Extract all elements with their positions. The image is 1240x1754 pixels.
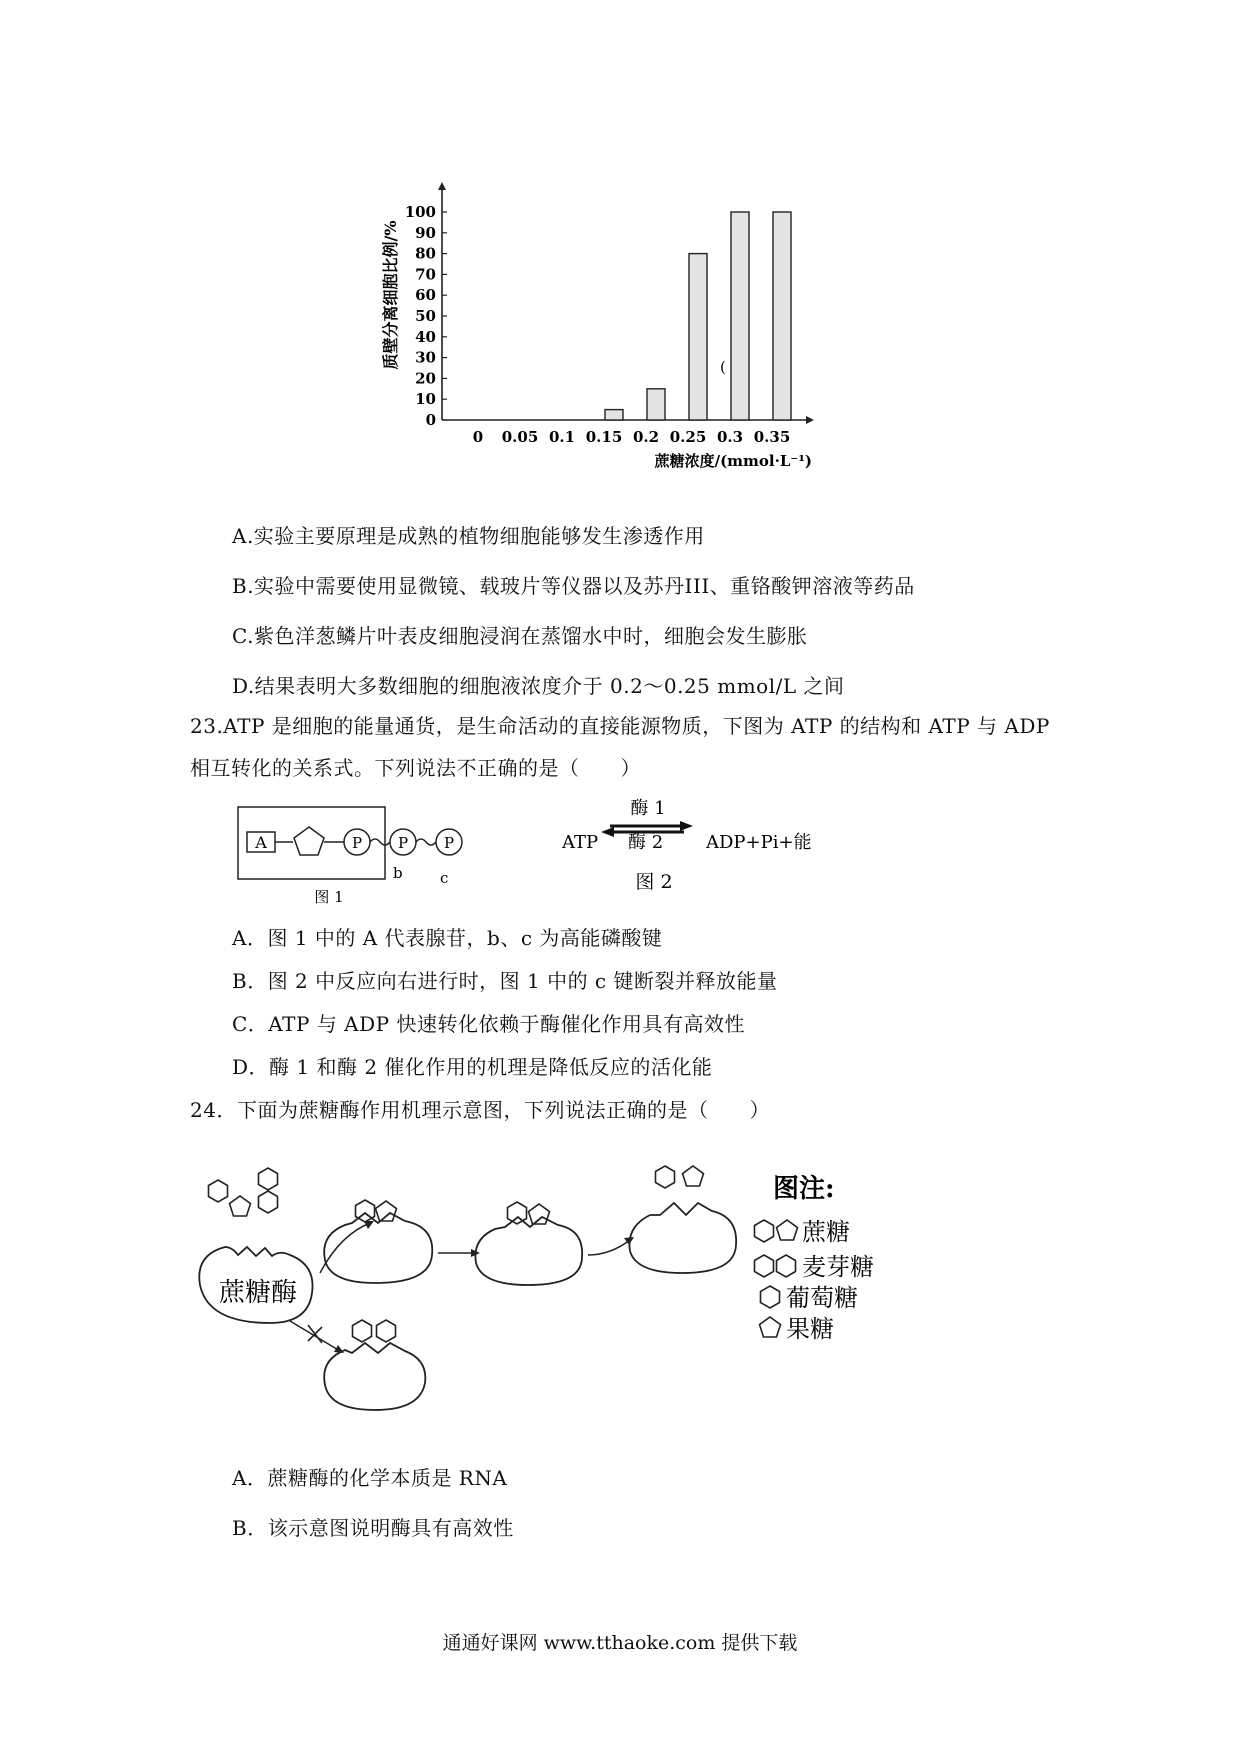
q22-option-d: D.结果表明大多数细胞的细胞液浓度介于 0.2～0.25 mmol/L 之间 — [232, 674, 845, 698]
adenine-label: A — [255, 833, 267, 852]
q22-option-a: A.实验主要原理是成熟的植物细胞能够发生渗透作用 — [232, 524, 705, 548]
x-tick-label: 0.35 — [753, 428, 791, 446]
q23-stem-line1: 23.ATP 是细胞的能量通货，是生命活动的直接能源物质，下图为 ATP 的结构和 ATP 与 ADP — [190, 714, 1050, 738]
bar-0.2 — [647, 389, 665, 420]
stray-mark: ( — [720, 358, 726, 377]
q22-option-b: B.实验中需要使用显微镜、载玻片等仪器以及苏丹III、重铬酸钾溶液等药品 — [232, 574, 915, 598]
q23-stem-line2: 相互转化的关系式。下列说法不正确的是（ ） — [190, 756, 641, 780]
legend-title: 图注: — [773, 1174, 835, 1204]
maltose-binding-attempt-shape — [324, 1343, 425, 1410]
y-tick-label: 30 — [415, 348, 436, 367]
bond-c-label: c — [440, 869, 449, 887]
maltose-molecule-icon — [259, 1168, 278, 1213]
x-tick-label: 0.3 — [716, 428, 744, 446]
q23-option-b: B．图 2 中反应向右进行时，图 1 中的 c 键断裂并释放能量 — [232, 969, 778, 993]
bond-b-label: b — [393, 864, 403, 882]
y-tick-label: 100 — [404, 203, 436, 221]
enzyme-1-label: 酶 1 — [630, 798, 666, 819]
y-tick-label: 80 — [415, 244, 436, 263]
q24-option-b: B．该示意图说明酶具有高效性 — [232, 1516, 514, 1540]
svg-text:P: P — [351, 834, 363, 852]
sucrase-label: 蔗糖酶 — [218, 1278, 298, 1308]
adp-pi-energy-label: ADP+Pi+能 — [706, 832, 812, 853]
legend-glucose — [761, 1284, 859, 1312]
enzyme-2-label: 酶 2 — [628, 832, 664, 853]
svg-text:葡萄糖: 葡萄糖 — [786, 1284, 858, 1312]
enzyme-substrate-complex-shape — [324, 1213, 432, 1283]
fructose-product-icon — [683, 1166, 704, 1186]
svg-text:果糖: 果糖 — [786, 1315, 834, 1343]
footer-source: 通通好课网 www.tthaoke.com 提供下载 — [442, 1632, 798, 1654]
figure-2-caption: 图 2 — [635, 871, 673, 893]
y-tick-label: 60 — [415, 286, 436, 305]
y-tick-label: 20 — [415, 369, 436, 388]
legend-maltose — [755, 1253, 875, 1281]
figure-1-caption: 图 1 — [314, 888, 344, 905]
sucrase-mechanism-diagram — [190, 1155, 1010, 1415]
bar-0.3 — [731, 212, 749, 420]
x-tick-label: 0 — [472, 428, 484, 446]
bar-0.25 — [689, 254, 707, 420]
svg-text:P: P — [397, 834, 409, 852]
atp-adp-reaction-figure — [560, 790, 820, 910]
bar-0.35 — [773, 212, 791, 420]
sucrose-molecule-icon — [209, 1180, 251, 1216]
y-axis-label: 质壁分离细胞比例/% — [381, 220, 400, 370]
x-tick-label: 0.2 — [632, 428, 660, 446]
y-tick-label: 10 — [415, 390, 436, 409]
y-tick-label: 70 — [415, 265, 436, 284]
y-tick-label: 90 — [415, 223, 436, 242]
q23-option-c: C．ATP 与 ADP 快速转化依赖于酶催化作用具有高效性 — [232, 1012, 745, 1036]
glucose-product-icon — [656, 1166, 675, 1188]
bar-chart — [370, 170, 850, 480]
q23-option-a: A．图 1 中的 A 代表腺苷，b、c 为高能磷酸键 — [232, 926, 663, 950]
x-axis-label: 蔗糖浓度/(mmol·L⁻¹) — [654, 452, 812, 470]
q24-option-a: A．蔗糖酶的化学本质是 RNA — [232, 1466, 508, 1490]
x-tick-label: 0.25 — [669, 428, 707, 446]
atp-structure-figure — [235, 805, 495, 905]
q24-stem: 24．下面为蔗糖酶作用机理示意图，下列说法正确的是（ ） — [190, 1098, 770, 1122]
ribose-pentagon-icon — [294, 827, 324, 855]
y-tick-label: 0 — [425, 411, 436, 429]
x-tick-label: 0.05 — [501, 428, 539, 446]
bar-0.15 — [605, 410, 623, 420]
released-enzyme-shape — [629, 1203, 736, 1273]
q23-option-d: D．酶 1 和酶 2 催化作用的机理是降低反应的活化能 — [232, 1055, 713, 1079]
x-tick-label: 0.15 — [585, 428, 623, 446]
svg-text:蔗糖: 蔗糖 — [802, 1218, 850, 1246]
x-tick-label: 0.1 — [548, 428, 576, 446]
svg-text:P: P — [443, 834, 455, 852]
svg-text:麦芽糖: 麦芽糖 — [802, 1253, 874, 1281]
q22-option-c: C.紫色洋葱鳞片叶表皮细胞浸润在蒸馏水中时，细胞会发生膨胀 — [232, 624, 808, 648]
legend-sucrose — [755, 1218, 851, 1246]
catalysis-complex-shape — [475, 1217, 582, 1285]
atp-label: ATP — [562, 832, 599, 853]
y-tick-label: 40 — [415, 327, 436, 346]
y-tick-label: 50 — [415, 307, 436, 325]
legend-fructose — [760, 1315, 835, 1343]
